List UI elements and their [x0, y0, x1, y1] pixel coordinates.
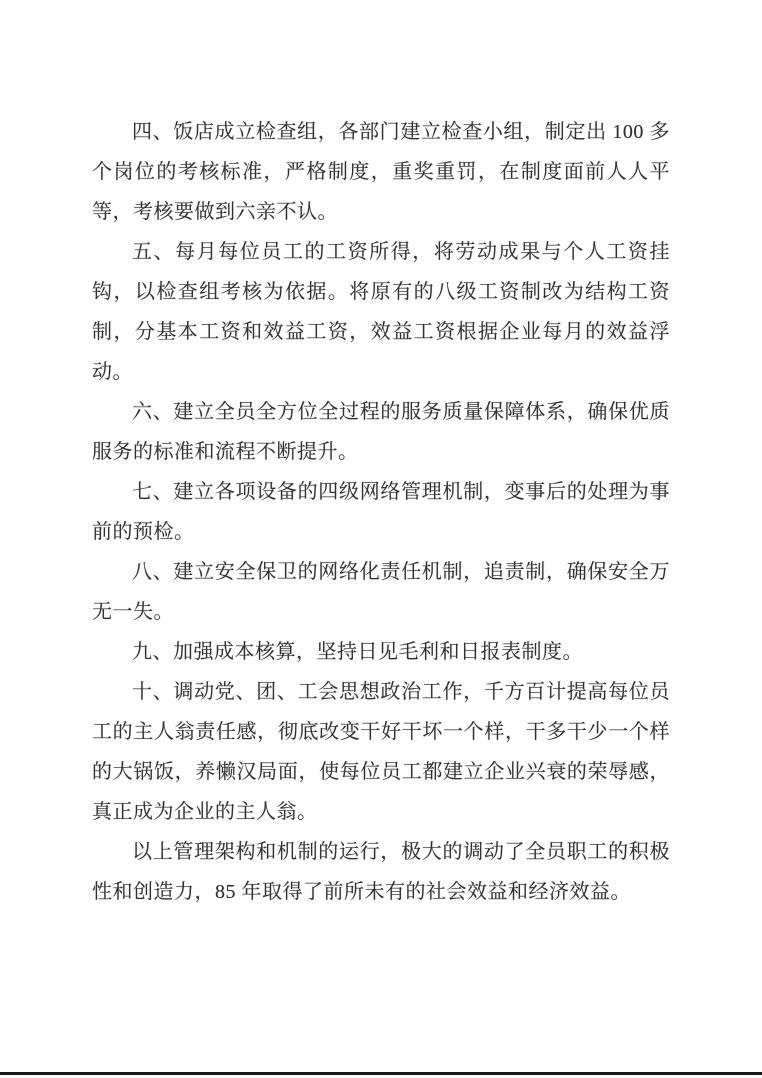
paragraph-item-4: 四、饭店成立检查组，各部门建立检查小组，制定出 100 多个岗位的考核标准，严格制度，重奖重罚，在制度面前人人平等，考核要做到六亲不认。 [92, 121, 670, 223]
paragraph-item-7: 七、建立各项设备的四级网络管理机制，变事后的处理为事前的预检。 [92, 481, 670, 543]
paragraph-item-9: 九、加强成本核算，坚持日见毛利和日报表制度。 [132, 641, 583, 663]
page-bottom-edge-line [0, 1072, 762, 1075]
paragraph-item-6: 六、建立全员全方位全过程的服务质量保障体系，确保优质服务的标准和流程不断提升。 [92, 401, 670, 463]
document-body [92, 112, 670, 912]
paragraph-closing: 以上管理架构和机制的运行，极大的调动了全员职工的积极性和创造力，85 年取得了前所未有的社会效益和经济效益。 [92, 841, 670, 903]
paragraph-item-10: 十、调动党、团、工会思想政治工作，千方百计提高每位员工的主人翁责任感，彻底改变干好干坏一个样，干多干少一个样的大锅饭，养懒汉局面，使每位员工都建立企业兴衰的荣辱感，真正成为企业的主人翁。 [92, 681, 670, 823]
paragraph-item-5: 五、每月每位员工的工资所得，将劳动成果与个人工资挂钩，以检查组考核为依据。将原有的八级工资制改为结构工资制，分基本工资和效益工资，效益工资根据企业每月的效益浮动。 [92, 241, 670, 383]
paragraph-item-8: 八、建立安全保卫的网络化责任机制，追责制，确保安全万无一失。 [92, 561, 670, 623]
